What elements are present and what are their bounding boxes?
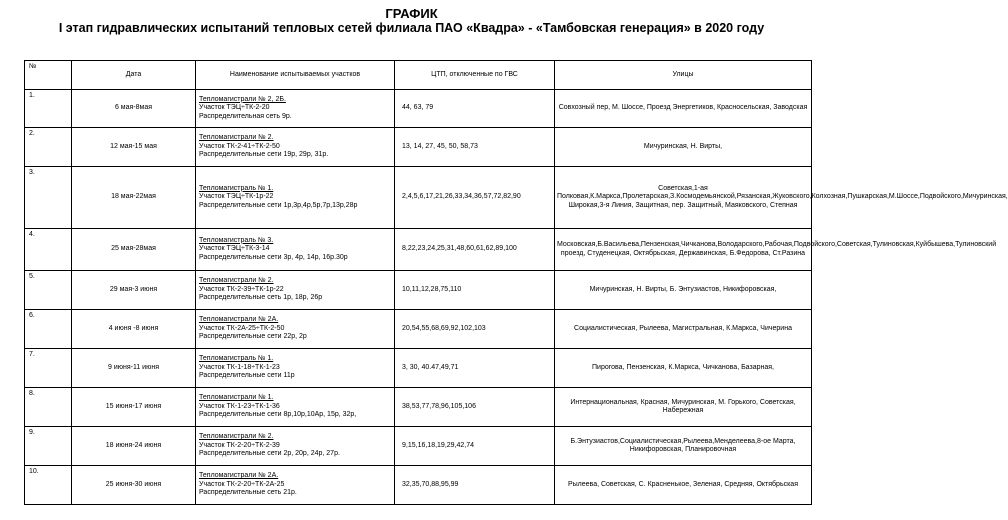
row-date: 4 июня -8 июня — [72, 310, 196, 349]
row-sections — [196, 229, 395, 271]
row-streets: Рылеева, Советская, С. Красненькое, Зеленая, Средняя, Октябрьская — [555, 466, 812, 505]
row-streets: Совхозный пер, М. Шоссе, Проезд Энергетиков, Красносельская, Заводская — [555, 90, 812, 128]
row-section: Участок ТК-2-39÷ТК-1р-22 — [199, 285, 284, 293]
table-row — [25, 271, 812, 310]
row-date: 29 мая-3 июня — [72, 271, 196, 310]
row-ctp: 20,54,55,68,69,92,102,103 — [395, 310, 555, 349]
row-ctp: 38,53,77,78,96,105,106 — [395, 388, 555, 427]
row-streets: Мичуринская, Н. Вирты, Б. Энтузиастов, Никифоровская, — [555, 271, 812, 310]
table-row — [25, 229, 812, 271]
row-main-line: Тепломагистрали № 2, 2Б. — [199, 95, 286, 103]
row-ctp: 10,11,12,28,75,110 — [395, 271, 555, 310]
row-number: 6. — [25, 310, 72, 349]
row-date: 12 мая-15 мая — [72, 128, 196, 167]
row-network: Распределительные сети 1р,3р,4р,5р,7р,13р,28р — [199, 201, 358, 209]
row-network: Распределительные сети 19р, 29р, 31р. — [199, 151, 329, 159]
row-sections — [196, 349, 395, 388]
row-streets: Московская,Б.Васильева,Пензенская,Чичканова,Володарского,Рабочая,Подвойского,Советская,Тулиновская,Куйбышева,Тулиновский проезд, Студенецкая, Октябрьская, Державинская, Б.Федорова, Ст.Разина — [555, 229, 812, 271]
row-number: 7. — [25, 349, 72, 388]
row-date: 25 июня-30 июня — [72, 466, 196, 505]
row-section: Участок ТЭЦ÷ТК-3-14 — [199, 245, 270, 253]
row-date: 15 июня-17 июня — [72, 388, 196, 427]
header-date: Дата — [72, 61, 196, 90]
row-main-line: Тепломагистраль № 3. — [199, 236, 274, 244]
row-sections — [196, 466, 395, 505]
row-sections — [196, 271, 395, 310]
row-date: 25 мая-28мая — [72, 229, 196, 271]
row-section: Участок ТЭЦ÷ТК-1р-22 — [199, 193, 274, 201]
table-row — [25, 427, 812, 466]
table-row — [25, 349, 812, 388]
row-streets: Пирогова, Пензенская, К.Маркса, Чичканова, Базарная, — [555, 349, 812, 388]
row-number: 5. — [25, 271, 72, 310]
table-row — [25, 90, 812, 128]
row-ctp: 2,4,5,6,17,21,26,33,34,36,57,72,82,90 — [395, 167, 555, 229]
row-streets: Б.Энтузиастов,Социалистическая,Рылеева,Менделеева,8-ое Марта, Никифоровская, Планировочная — [555, 427, 812, 466]
row-section: Участок ТК-2-20÷ТК-2А-25 — [199, 480, 285, 488]
row-network: Распределительные сети 3р, 4р, 14р, 16р.30р — [199, 253, 348, 261]
row-network: Распределительные сети 11р — [199, 372, 295, 380]
page-subtitle: I этап гидравлических испытаний тепловых сетей филиала ПАО «Квадра» - «Тамбовская генерация» в 2020 году — [58, 21, 765, 35]
row-main-line: Тепломагистрали № 2А. — [199, 316, 279, 324]
row-main-line: Тепломагистраль № 1. — [199, 355, 274, 363]
page-title: ГРАФИК — [385, 6, 438, 21]
row-date: 9 июня-11 июня — [72, 349, 196, 388]
row-section: Участок ТК-2-41÷ТК-2-50 — [199, 142, 280, 150]
row-main-line: Тепломагистрали № 2. — [199, 433, 274, 441]
header-ctp: ЦТП, отключенные по ГВС — [395, 61, 555, 90]
row-number: 4. — [25, 229, 72, 271]
row-section: Участок ТК-1-23÷ТК-1-36 — [199, 402, 280, 410]
row-main-line: Тепломагистрали № 1. — [199, 394, 274, 402]
row-ctp: 32,35,70,88,95,99 — [395, 466, 555, 505]
row-ctp: 13, 14, 27, 45, 50, 58,73 — [395, 128, 555, 167]
row-sections — [196, 128, 395, 167]
row-ctp: 3, 30, 40.47,49,71 — [395, 349, 555, 388]
row-date: 18 мая-22мая — [72, 167, 196, 229]
row-ctp: 44, 63, 79 — [395, 90, 555, 128]
table-row — [25, 388, 812, 427]
row-streets: Социалистическая, Рылеева, Магистральная, К.Маркса, Чичерина — [555, 310, 812, 349]
row-sections — [196, 167, 395, 229]
row-number: 9. — [25, 427, 72, 466]
header-streets: Улицы — [555, 61, 812, 90]
row-main-line: Тепломагистрали № 2. — [199, 134, 274, 142]
row-main-line: Тепломагистрали № 2А. — [199, 472, 279, 480]
row-network: Распределительные сеть 21р. — [199, 489, 297, 497]
row-number: 3. — [25, 167, 72, 229]
row-sections — [196, 310, 395, 349]
row-network: Распределительные сети 2р, 20р, 24р, 27р. — [199, 450, 340, 458]
row-date: 6 мая-8мая — [72, 90, 196, 128]
table-row — [25, 167, 812, 229]
row-number: 2. — [25, 128, 72, 167]
row-number: 10. — [25, 466, 72, 505]
row-section: Участок ТК-2-20÷ТК-2-39 — [199, 441, 280, 449]
row-section: Участок ТЭЦ÷ТК-2-20 — [199, 104, 270, 112]
table-row — [25, 466, 812, 505]
row-streets: Интернациональная, Красная, Мичуринская, М. Горького, Советская, Набережная — [555, 388, 812, 427]
row-number: 1. — [25, 90, 72, 128]
row-sections — [196, 388, 395, 427]
table-row — [25, 310, 812, 349]
row-ctp: 8,22,23,24,25,31,48,60,61,62,89,100 — [395, 229, 555, 271]
row-streets: Советская,1-ая Полковая,К.Маркса,Пролетарская,З.Космодемьянской,Рязанская,Жуковского,Колхозная,Пушкарская,М.Шоссе,Подвойского,Мичуринская, Широкая,3-я Линия, Защитная, пер. Защитный, Маяковского, Степная — [555, 167, 812, 229]
row-section: Участок ТК-2А-25÷ТК-2-50 — [199, 324, 285, 332]
row-date: 18 июня-24 июня — [72, 427, 196, 466]
row-main-line: Тепломагистраль № 1. — [199, 184, 274, 192]
row-number: 8. — [25, 388, 72, 427]
row-ctp: 9,15,16,18,19,29,42,74 — [395, 427, 555, 466]
row-sections — [196, 427, 395, 466]
header-sections: Наименование испытываемых участков — [196, 61, 395, 90]
row-network: Распределительные сеть 1р, 18р, 26р — [199, 294, 323, 302]
table-row — [25, 128, 812, 167]
row-network: Распределительная сеть 9р. — [199, 112, 292, 120]
row-streets: Мичуринская, Н. Вирты, — [555, 128, 812, 167]
row-section: Участок ТК-1-18÷ТК-1-23 — [199, 363, 280, 371]
table-header-row — [25, 61, 812, 90]
row-sections — [196, 90, 395, 128]
header-num: № — [25, 61, 72, 90]
row-network: Распределительные сети 22р, 2р — [199, 333, 307, 341]
row-network: Распределительные сети 8р,10р,10Ар, 15р, 32р, — [199, 411, 357, 419]
schedule-table — [24, 60, 1008, 505]
row-main-line: Тепломагистрали № 2. — [199, 277, 274, 285]
